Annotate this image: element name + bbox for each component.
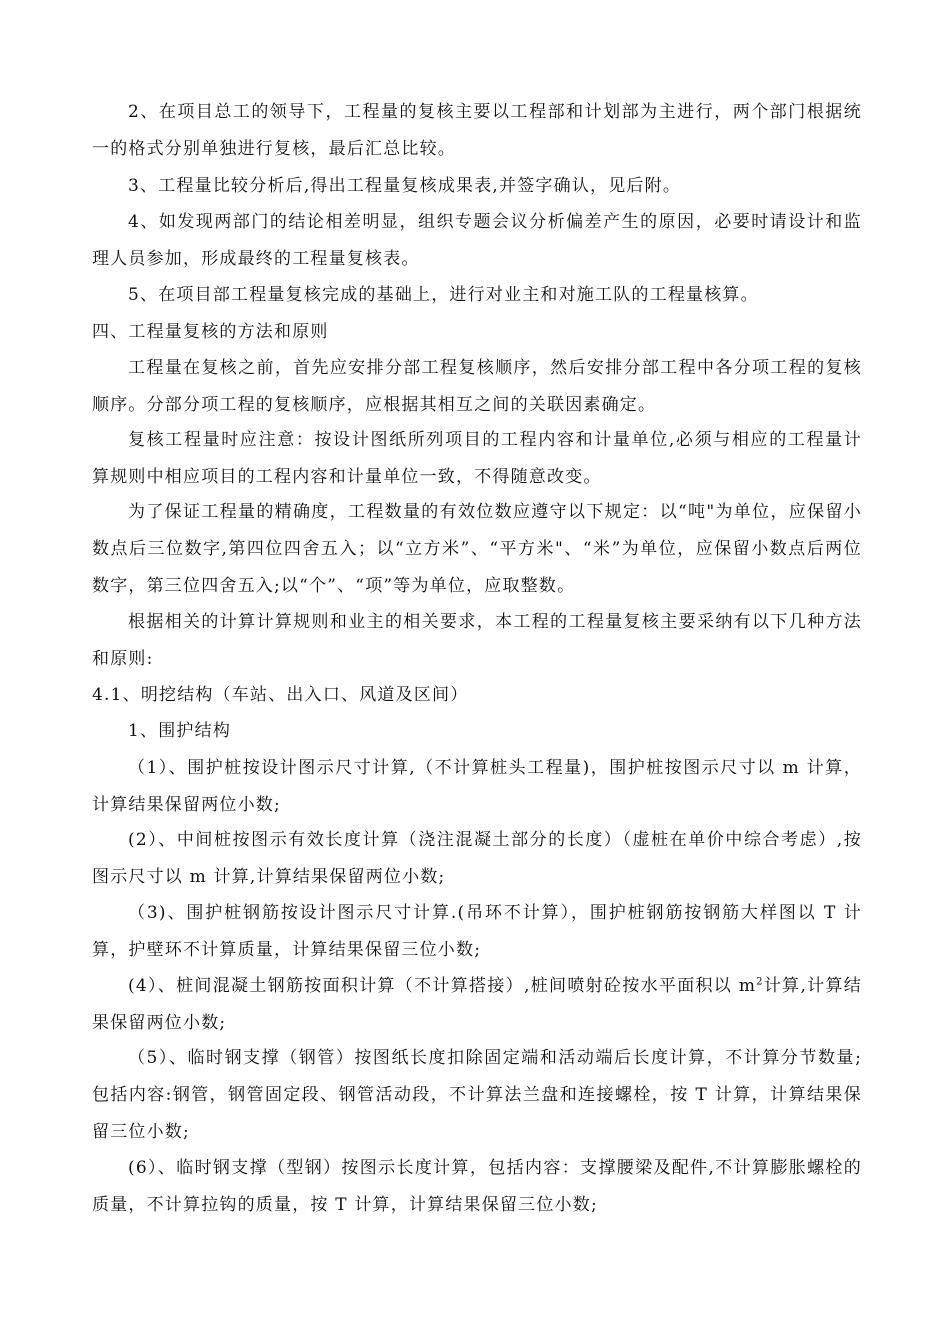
list-item-5: （5）、临时钢支撑（钢管）按图纸长度扣除固定端和活动端后长度计算，不计算分节数量;包括内容:钢管，钢管固定段、钢管活动段，不计算法兰盘和连接螺栓，按 T 计算，计算结果保留三位小数; (92, 1048, 862, 1142)
list-item-2: (2）、中间桩按图示有效长度计算（浇注混凝土部分的长度）（虚桩在单价中综合考虑）,按图示尺寸以 m 计算,计算结果保留两位小数; (92, 830, 862, 887)
paragraph-review-order: 工程量在复核之前，首先应安排分部工程复核顺序，然后安排分部工程中各分项工程的复核顺序。分部分项工程的复核顺序，应根据其相互之间的关联因素确定。 (92, 358, 862, 415)
paragraph-item-5: 5、在项目部工程量复核完成的基础上，进行对业主和对施工队的工程量核算。 (128, 285, 759, 305)
list-item-3: （3)、围护桩钢筋按设计图示尺寸计算.(吊环不计算），围护桩钢筋按钢筋大样图以 T 计算，护壁环不计算质量，计算结果保留三位小数; (92, 903, 862, 960)
list-item-4-text-b: 计算,计算结果保留两位小数; (92, 976, 862, 1033)
subheading-retaining-structure: 1、围护结构 (128, 721, 232, 741)
paragraph-item-4: 4、如发现两部门的结论相差明显，组织专题会议分析偏差产生的原因，必要时请设计和监理人员参加，形成最终的工程量复核表。 (92, 212, 862, 269)
paragraph-methods-intro: 根据相关的计算计算规则和业主的相关要求，本工程的工程量复核主要采纳有以下几种方法和原则: (92, 612, 862, 669)
list-item-6: (6）、临时钢支撑（型钢）按图示长度计算，包括内容：支撑腰梁及配件,不计算膨胀螺栓的质量，不计算拉钩的质量，按 T 计算，计算结果保留三位小数; (92, 1158, 862, 1215)
paragraph-item-3: 3、工程量比较分析后,得出工程量复核成果表,并签字确认，见后附。 (128, 176, 682, 196)
list-item-4-superscript: 2 (756, 976, 764, 988)
paragraph-review-notes: 复核工程量时应注意：按设计图纸所列项目的工程内容和计量单位,必须与相应的工程量计算规则中相应项目的工程内容和计量单位一致，不得随意改变。 (92, 430, 862, 487)
subsection-heading-4-1: 4.1、明挖结构（车站、出入口、风道及区间） (92, 685, 469, 705)
paragraph-item-2: 2、在项目总工的领导下，工程量的复核主要以工程部和计划部为主进行，两个部门根据统一的格式分别单独进行复核，最后汇总比较。 (92, 102, 862, 159)
section-heading-4: 四、工程量复核的方法和原则 (92, 322, 329, 342)
list-item-4-text-a: (4）、桩间混凝土钢筋按面积计算（不计算搭接）,桩间喷射砼按水平面积以 m (128, 976, 757, 996)
list-item-1: （1）、围护桩按设计图示尺寸计算,（不计算桩头工程量)，围护桩按图示尺寸以 m 计算，计算结果保留两位小数; (92, 758, 862, 815)
list-item-4 (92, 968, 862, 1042)
paragraph-precision-rules: 为了保证工程量的精确度，工程数量的有效位数应遵守以下规定：以“吨"为单位，应保留小数点后三位数字,第四位四舍五入；以“立方米”、“平方米"、“米”为单位，应保留小数点后两位数字，第三位四舍五入;以“个”、“项”等为单位，应取整数。 (92, 502, 862, 596)
